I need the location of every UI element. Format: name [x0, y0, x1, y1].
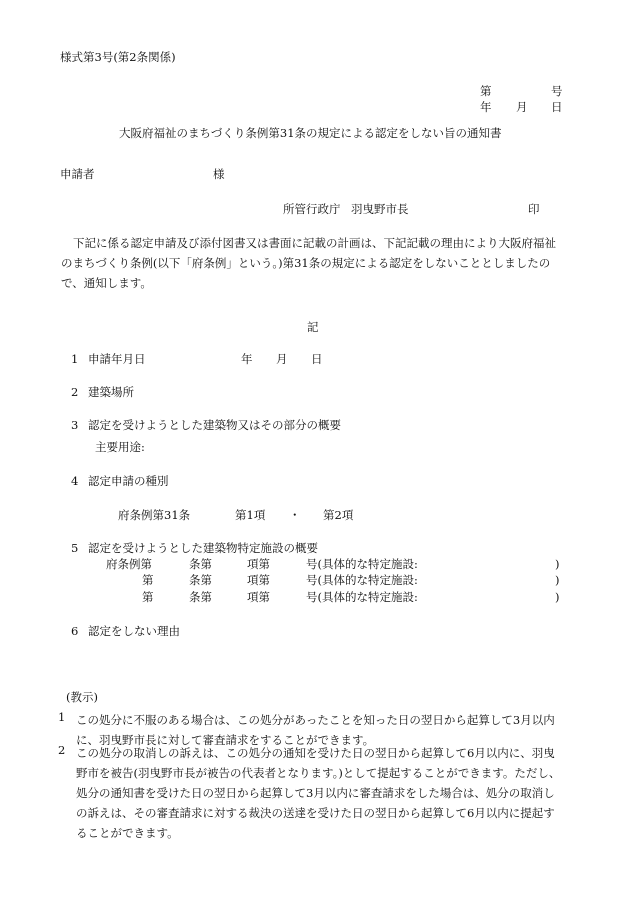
- facility-row-close: ): [555, 573, 560, 587]
- item-3-main-use: 主要用途:: [95, 440, 145, 454]
- date-day: 日: [551, 100, 563, 114]
- item-3-number: 3: [71, 418, 79, 432]
- item-2-number: 2: [71, 385, 79, 399]
- item-1-number: 1: [71, 352, 79, 366]
- facility-row-close: ): [555, 590, 560, 604]
- item-4-kou-2: 第2項: [323, 508, 354, 522]
- note-number: 1: [58, 710, 66, 724]
- facility-row-kou: 項第: [247, 590, 270, 604]
- item-5-number: 5: [71, 541, 79, 555]
- applicant-label: 申請者: [60, 167, 95, 181]
- facility-row-prefix: 府条例第: [106, 557, 152, 571]
- note-text: この処分に不服のある場合は、この処分があったことを知った日の翌日から起算して3月以内に、羽曳野市長に対して審査請求をすることができます。: [76, 713, 555, 747]
- item-3-label: 認定を受けようとした建築物又はその部分の概要: [88, 418, 341, 432]
- note-number: 2: [58, 743, 66, 757]
- item-4-ordinance: 府条例第31条: [118, 508, 191, 522]
- facility-row-prefix: 第: [142, 590, 154, 604]
- ki-heading: 記: [307, 320, 319, 334]
- authority-office: 所管行政庁: [283, 202, 341, 216]
- item-4-label: 認定申請の種別: [88, 474, 169, 488]
- item-1-label: 申請年月日: [88, 352, 146, 366]
- facility-row-jo: 条第: [189, 557, 212, 571]
- item-4-separator: ・: [289, 508, 301, 522]
- number-go: 号: [551, 84, 563, 98]
- date-month: 月: [516, 100, 528, 114]
- notes-heading: (教示): [66, 690, 98, 704]
- document-title: 大阪府福祉のまちづくり条例第31条の規定による認定をしない旨の通知書: [119, 126, 502, 140]
- facility-row-go: 号(具体的な特定施設:: [306, 557, 418, 571]
- date-year: 年: [480, 100, 492, 114]
- note-text: この処分の取消しの訴えは、この処分の通知を受けた日の翌日から起算して6月以内に、羽曳野市を被告(羽曳野市長が被告の代表者となります。)として提起することができます。ただし、処分の通知書を受けた日の翌日から起算して3月以内に審査請求をした場合は、処分の取消しの訴えは、その審査請求に対する裁決の送達を受けた日の翌日から起算して6月以内に提起することができます。: [76, 746, 561, 840]
- item-1-day: 日: [311, 352, 323, 366]
- item-5-label: 認定を受けようとした建築物特定施設の概要: [88, 541, 318, 555]
- item-4-kou-1: 第1項: [235, 508, 266, 522]
- facility-row-close: ): [555, 557, 560, 571]
- item-4-number: 4: [71, 474, 79, 488]
- applicant-sama: 様: [213, 167, 225, 181]
- authority-seal: 印: [528, 202, 540, 216]
- facility-row-jo: 条第: [189, 590, 212, 604]
- facility-row-kou: 項第: [247, 557, 270, 571]
- item-6-label: 認定をしない理由: [88, 624, 180, 638]
- facility-row-go: 号(具体的な特定施設:: [306, 590, 418, 604]
- item-1-year: 年: [241, 352, 253, 366]
- item-2-label: 建築場所: [88, 385, 134, 399]
- item-1-month: 月: [276, 352, 288, 366]
- facility-row-kou: 項第: [247, 573, 270, 587]
- form-label: 様式第3号(第2条関係): [60, 50, 176, 64]
- facility-row-go: 号(具体的な特定施設:: [306, 573, 418, 587]
- authority-name: 羽曳野市長: [351, 202, 409, 216]
- intro-paragraph: 下記に係る認定申請及び添付図書又は書面に記載の計画は、下記記載の理由により大阪府福祉のまちづくり条例(以下「府条例」という。)第31条の規定による認定をしないこととしましたので、通知します。: [61, 236, 556, 290]
- number-dai: 第: [480, 84, 492, 98]
- facility-row-jo: 条第: [189, 573, 212, 587]
- item-6-number: 6: [71, 624, 79, 638]
- facility-row-prefix: 第: [142, 573, 154, 587]
